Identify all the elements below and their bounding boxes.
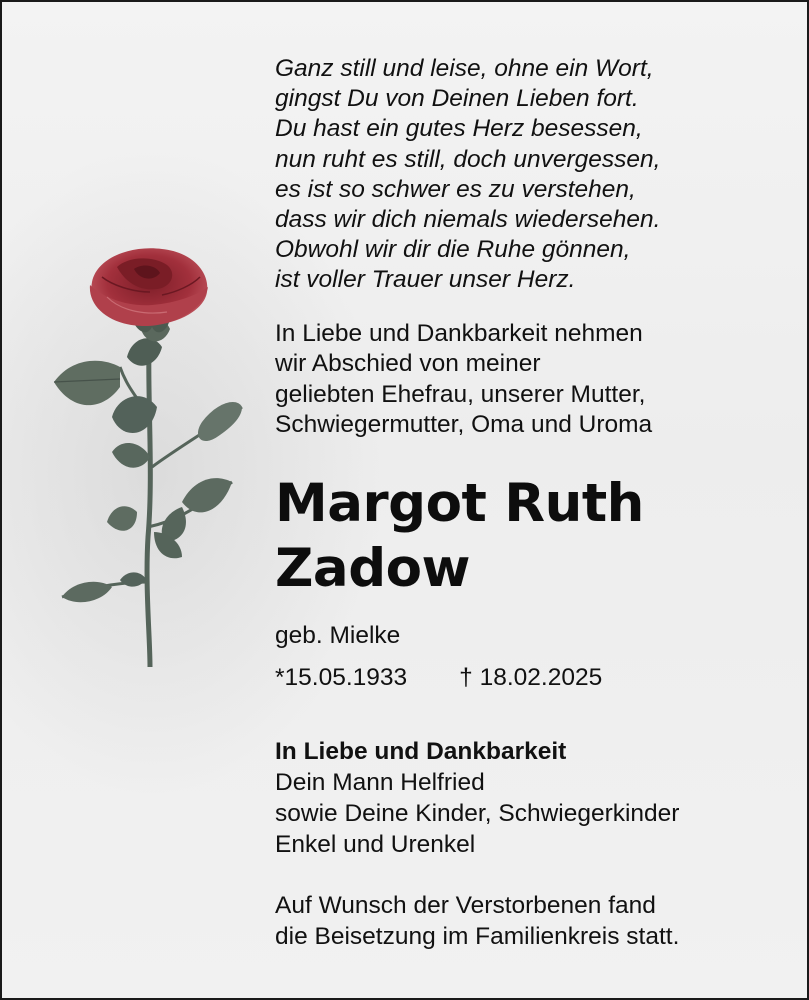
closing-line: die Beisetzung im Familienkreis statt.: [275, 922, 680, 950]
life-dates: [275, 663, 795, 693]
death-date: † 18.02.2025: [459, 663, 603, 691]
deceased-name: [275, 471, 795, 601]
poem-line: Ganz still und leise, ohne ein Wort,: [275, 55, 654, 82]
poem-line: Du hast ein gutes Herz besessen,: [275, 115, 643, 143]
text-column: [275, 54, 795, 952]
signer-line: Enkel und Urenkel: [275, 830, 476, 858]
signers-heading: In Liebe und Dankbarkeit: [275, 737, 567, 765]
red-rose-icon: [42, 237, 262, 677]
birth-name: geb. Mielke: [275, 621, 401, 649]
poem-line: dass wir dich niemals wiedersehen.: [275, 206, 661, 234]
poem-line: Obwohl wir dir die Ruhe gönnen,: [275, 236, 631, 264]
name-line-2: Zadow: [275, 537, 471, 599]
name-line-1: Margot Ruth: [275, 472, 644, 534]
intro-line: Schwiegermutter, Oma und Uroma: [275, 411, 653, 439]
intro-line: wir Abschied von meiner: [275, 350, 541, 378]
intro-line: geliebten Ehefrau, unserer Mutter,: [275, 380, 646, 408]
birth-date: *15.05.1933: [275, 663, 408, 691]
signer-line: sowie Deine Kinder, Schwiegerkinder: [275, 799, 680, 827]
signer-line: Dein Mann Helfried: [275, 768, 485, 796]
closing-line: Auf Wunsch der Verstorbenen fand: [275, 891, 656, 919]
intro-line: In Liebe und Dankbarkeit nehmen: [275, 319, 643, 347]
poem-line: ist voller Trauer unser Herz.: [275, 266, 576, 294]
signers-list: [275, 767, 795, 860]
farewell-intro: [275, 319, 795, 441]
poem-line: nun ruht es still, doch unvergessen,: [275, 145, 661, 173]
poem-line: gingst Du von Deinen Lieben fort.: [275, 85, 639, 113]
closing-note: [275, 890, 795, 952]
poem-line: es ist so schwer es zu verstehen,: [275, 175, 636, 203]
poem: [275, 54, 795, 296]
